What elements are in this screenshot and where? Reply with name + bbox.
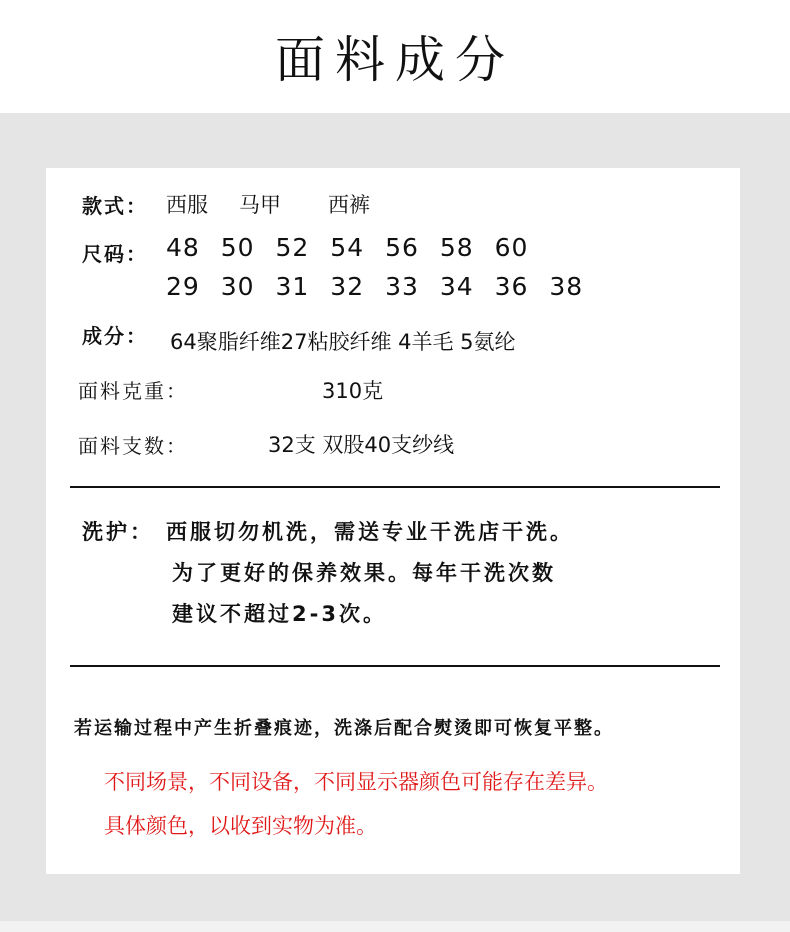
size-30: 30 xyxy=(220,272,255,301)
size-50: 50 xyxy=(220,233,255,262)
care-line-3: 建议不超过2-3次。 xyxy=(172,602,387,626)
weight-value: 310克 xyxy=(322,379,384,403)
size-36: 36 xyxy=(494,272,529,301)
yarn-label: 面料支数： xyxy=(78,434,188,458)
divider-bottom xyxy=(70,665,720,667)
style-label: 款式： xyxy=(82,194,148,218)
size-list-jacket xyxy=(166,233,540,262)
style-item-suit: 西服 xyxy=(166,193,208,217)
style-item-vest: 马甲 xyxy=(239,193,281,217)
size-label: 尺码： xyxy=(82,242,148,266)
disclaimer-line-1: 不同场景，不同设备，不同显示器颜色可能存在差异。 xyxy=(104,770,608,794)
title-band xyxy=(0,0,790,113)
care-line-2: 为了更好的保养效果。每年干洗次数 xyxy=(172,561,556,585)
weight-label: 面料克重： xyxy=(78,379,188,403)
size-58: 58 xyxy=(439,233,474,262)
size-32: 32 xyxy=(330,272,365,301)
yarn-value: 32支 双股40支纱线 xyxy=(268,433,455,457)
bottom-strip xyxy=(0,921,790,932)
size-54: 54 xyxy=(330,233,365,262)
size-56: 56 xyxy=(385,233,419,262)
size-31: 31 xyxy=(275,272,310,301)
size-33: 33 xyxy=(385,272,419,301)
ironing-note: 若运输过程中产生折叠痕迹，洗涤后配合熨烫即可恢复平整。 xyxy=(74,718,614,739)
disclaimer-line-2: 具体颜色，以收到实物为准。 xyxy=(104,814,377,838)
size-60: 60 xyxy=(494,233,529,262)
size-48: 48 xyxy=(166,233,200,262)
composition-value: 64聚脂纤维27粘胶纤维 4羊毛 5氨纶 xyxy=(170,330,516,354)
size-29: 29 xyxy=(166,272,200,301)
divider-top xyxy=(70,486,720,488)
page-title: 面料成分 xyxy=(275,31,515,89)
care-label: 洗护： xyxy=(82,520,154,544)
size-list-trousers xyxy=(166,272,595,301)
care-line-1: 西服切勿机洗，需送专业干洗店干洗。 xyxy=(166,520,574,544)
size-38: 38 xyxy=(549,272,584,301)
style-item-trousers: 西裤 xyxy=(328,193,370,217)
composition-label: 成分： xyxy=(82,324,148,348)
info-card xyxy=(46,168,740,874)
size-52: 52 xyxy=(275,233,310,262)
size-34: 34 xyxy=(439,272,474,301)
